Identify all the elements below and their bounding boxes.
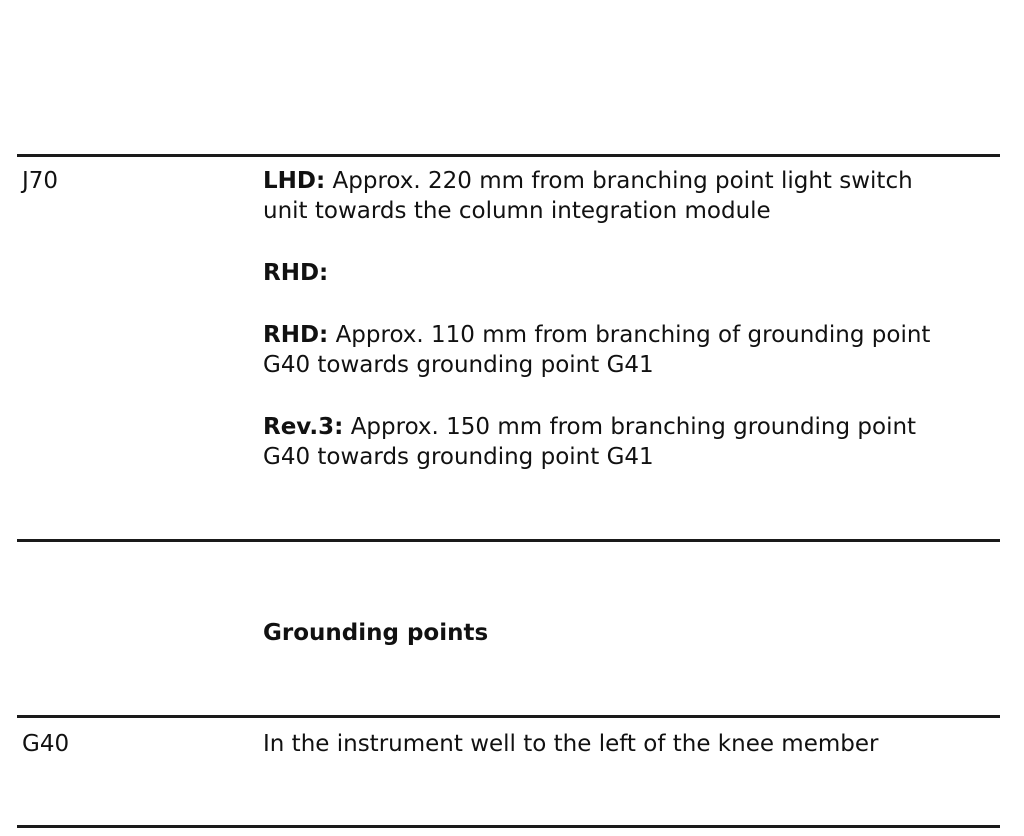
entry-rhd-heading <box>263 258 328 288</box>
entry-label: RHD: <box>263 322 329 348</box>
row-description: In the instrument well to the left of the knee member <box>263 731 879 757</box>
entry-lhd <box>263 166 913 196</box>
entry-text-continued: unit towards the column integration module <box>263 198 771 224</box>
entry-text-continued: G40 towards grounding point G41 <box>263 444 654 470</box>
entry-rhd <box>263 320 930 350</box>
entry-text: Approx. 220 mm from branching point light switch <box>332 168 913 194</box>
row-code: J70 <box>22 168 59 194</box>
section-heading: Grounding points <box>263 620 489 646</box>
entry-text: Approx. 110 mm from branching of grounding point <box>335 322 931 348</box>
entry-text: Approx. 150 mm from branching grounding point <box>350 414 917 440</box>
entry-label: RHD: <box>263 260 329 286</box>
entry-label: LHD: <box>263 168 326 194</box>
table-rule <box>17 539 1000 542</box>
row-code: G40 <box>22 731 70 757</box>
entry-label: Rev.3: <box>263 414 344 440</box>
table-rule-bottom <box>17 825 1000 828</box>
table-rule <box>17 715 1000 718</box>
entry-rev3 <box>263 412 916 442</box>
table-rule-top <box>17 154 1000 157</box>
entry-text-continued: G40 towards grounding point G41 <box>263 352 654 378</box>
